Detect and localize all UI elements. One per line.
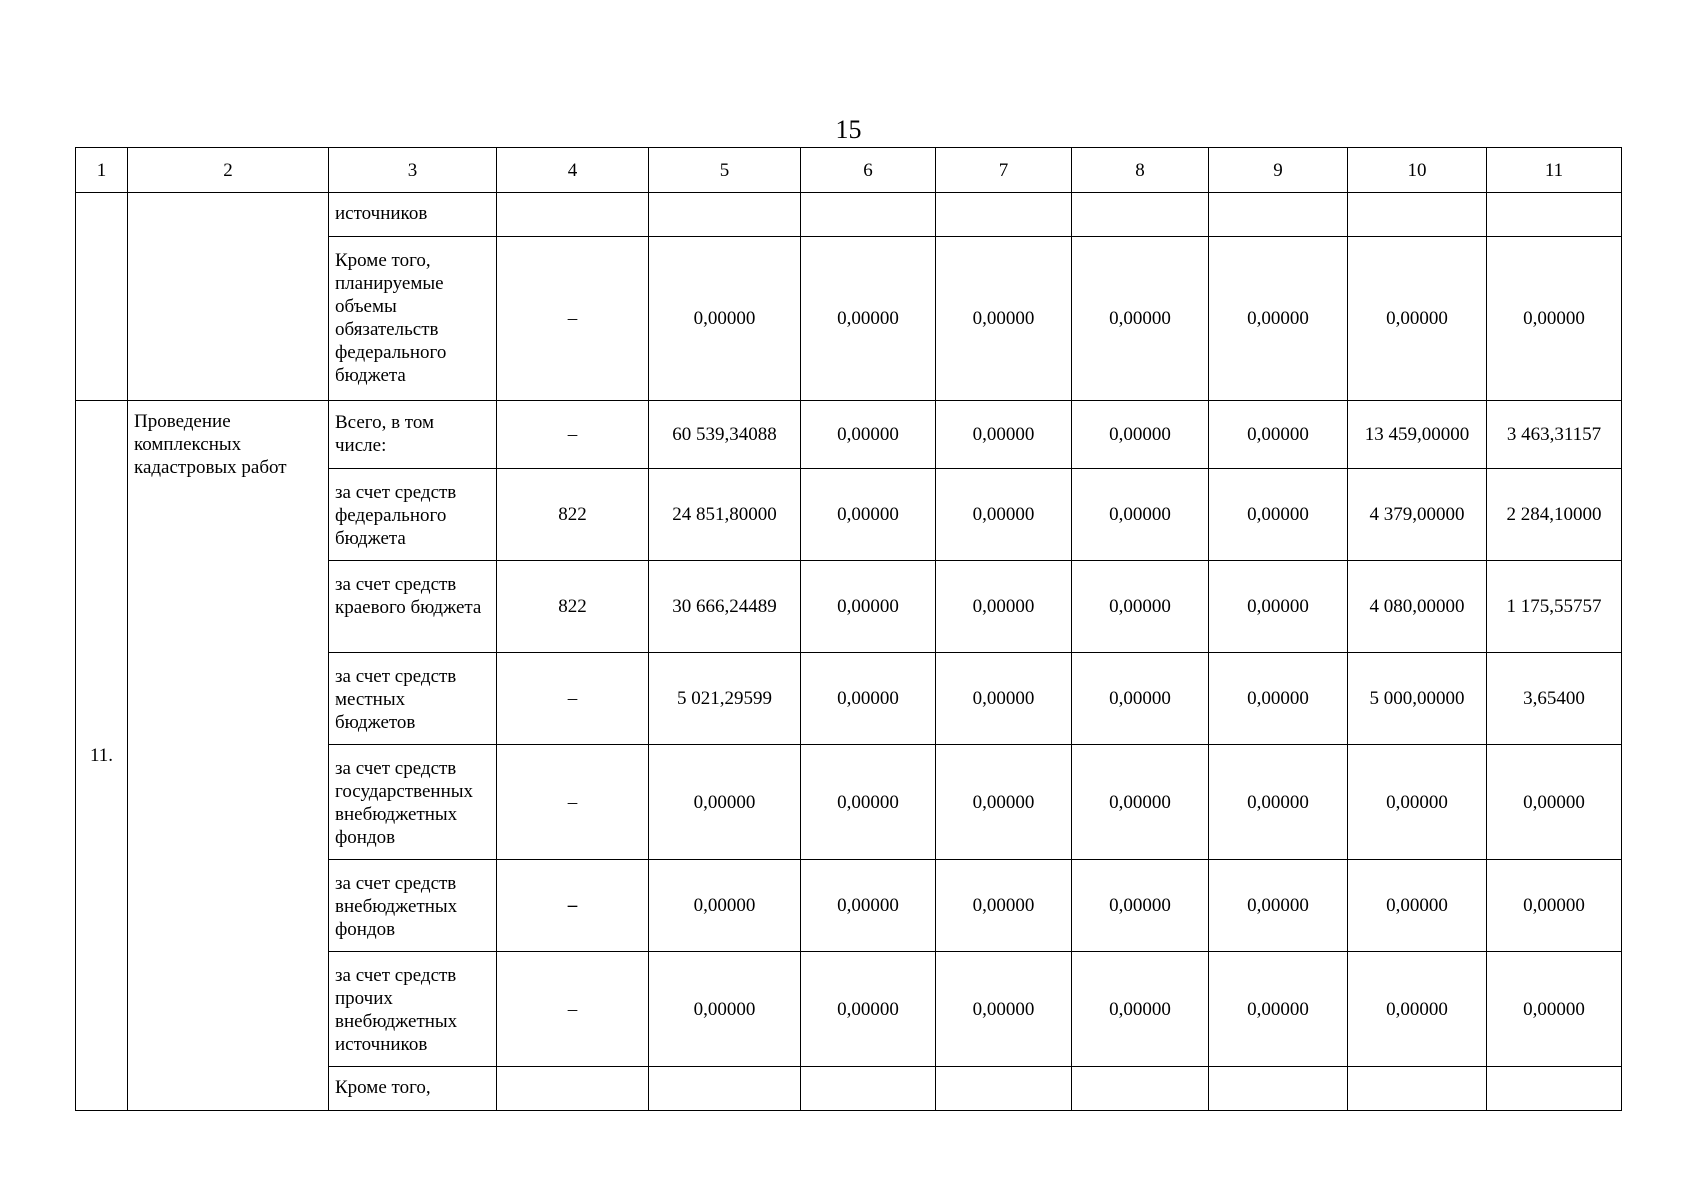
value-cell: 0,00000 (1487, 237, 1622, 401)
value-cell: 3 463,31157 (1487, 401, 1622, 469)
value-cell: 0,00000 (649, 952, 801, 1067)
value-cell: 0,00000 (1072, 952, 1209, 1067)
value-cell: 60 539,34088 (649, 401, 801, 469)
code-cell: 822 (497, 561, 649, 653)
value-cell: 0,00000 (1209, 237, 1348, 401)
value-cell: 0,00000 (1487, 860, 1622, 952)
value-cell (649, 193, 801, 237)
source-label: за счет средств краевого бюджета (329, 561, 497, 653)
value-cell: 0,00000 (801, 745, 936, 860)
header-cell: 7 (936, 148, 1072, 193)
source-label: за счет средств государственных внебюджетных фондов (329, 745, 497, 860)
header-cell: 5 (649, 148, 801, 193)
value-cell: 13 459,00000 (1348, 401, 1487, 469)
value-cell: 0,00000 (936, 653, 1072, 745)
value-cell (936, 1067, 1072, 1111)
header-cell: 1 (76, 148, 128, 193)
budget-table (75, 147, 1622, 1111)
item-name: Проведение комплексных кадастровых работ (128, 401, 329, 1111)
code-cell (497, 1067, 649, 1111)
value-cell: 0,00000 (936, 745, 1072, 860)
value-cell: 4 080,00000 (1348, 561, 1487, 653)
value-cell: 4 379,00000 (1348, 469, 1487, 561)
value-cell: 0,00000 (801, 860, 936, 952)
value-cell (1209, 193, 1348, 237)
value-cell (801, 1067, 936, 1111)
value-cell: 0,00000 (1072, 561, 1209, 653)
source-label: за счет средств прочих внебюджетных источников (329, 952, 497, 1067)
value-cell: 0,00000 (936, 952, 1072, 1067)
value-cell: 0,00000 (1072, 401, 1209, 469)
value-cell: 0,00000 (1487, 745, 1622, 860)
value-cell: 0,00000 (1072, 469, 1209, 561)
header-cell: 11 (1487, 148, 1622, 193)
code-cell: – (497, 745, 649, 860)
value-cell: 0,00000 (1348, 745, 1487, 860)
value-cell: 0,00000 (801, 401, 936, 469)
value-cell: 0,00000 (936, 860, 1072, 952)
code-cell (497, 193, 649, 237)
value-cell: 0,00000 (1072, 237, 1209, 401)
value-cell: 0,00000 (1348, 952, 1487, 1067)
value-cell (1209, 1067, 1348, 1111)
source-label: за счет средств внебюджетных фондов (329, 860, 497, 952)
value-cell: 0,00000 (936, 401, 1072, 469)
value-cell: 0,00000 (801, 237, 936, 401)
code-cell: 822 (497, 469, 649, 561)
value-cell: 5 021,29599 (649, 653, 801, 745)
value-cell (1348, 193, 1487, 237)
value-cell: 0,00000 (1209, 745, 1348, 860)
value-cell: 0,00000 (801, 653, 936, 745)
value-cell: 0,00000 (1209, 952, 1348, 1067)
value-cell: 1 175,55757 (1487, 561, 1622, 653)
value-cell: 2 284,10000 (1487, 469, 1622, 561)
value-cell (1072, 193, 1209, 237)
value-cell: 0,00000 (936, 469, 1072, 561)
value-cell: 0,00000 (1209, 561, 1348, 653)
value-cell: 0,00000 (1209, 469, 1348, 561)
header-cell: 10 (1348, 148, 1487, 193)
value-cell: 0,00000 (936, 237, 1072, 401)
value-cell: 0,00000 (1072, 860, 1209, 952)
value-cell: 24 851,80000 (649, 469, 801, 561)
item-number: 11. (76, 401, 128, 1111)
value-cell: 0,00000 (649, 860, 801, 952)
header-row (76, 148, 1622, 193)
source-label: Кроме того, планируемые объемы обязательств федерального бюджета (329, 237, 497, 401)
value-cell (801, 193, 936, 237)
code-cell: – (497, 653, 649, 745)
header-cell: 4 (497, 148, 649, 193)
value-cell: 0,00000 (649, 237, 801, 401)
header-cell: 9 (1209, 148, 1348, 193)
table-row (76, 401, 1622, 469)
header-cell: 3 (329, 148, 497, 193)
value-cell: 3,65400 (1487, 653, 1622, 745)
code-cell: – (497, 952, 649, 1067)
source-label: Кроме того, (329, 1067, 497, 1111)
code-cell: – (497, 401, 649, 469)
value-cell (1487, 193, 1622, 237)
header-cell: 2 (128, 148, 329, 193)
table-row (76, 193, 1622, 237)
value-cell: 0,00000 (1348, 860, 1487, 952)
value-cell: 0,00000 (936, 561, 1072, 653)
value-cell (936, 193, 1072, 237)
value-cell: 0,00000 (801, 561, 936, 653)
code-cell: – (497, 237, 649, 401)
source-label: Всего, в том числе: (329, 401, 497, 469)
value-cell (1072, 1067, 1209, 1111)
value-cell: 0,00000 (1209, 401, 1348, 469)
value-cell: 0,00000 (1072, 653, 1209, 745)
value-cell: 30 666,24489 (649, 561, 801, 653)
source-label: за счет средств местных бюджетов (329, 653, 497, 745)
code-cell: – (497, 860, 649, 952)
value-cell (1487, 1067, 1622, 1111)
header-cell: 6 (801, 148, 936, 193)
header-cell: 8 (1072, 148, 1209, 193)
value-cell: 0,00000 (1072, 745, 1209, 860)
value-cell (649, 1067, 801, 1111)
value-cell: 5 000,00000 (1348, 653, 1487, 745)
value-cell: 0,00000 (1209, 653, 1348, 745)
source-label: источников (329, 193, 497, 237)
value-cell: 0,00000 (801, 952, 936, 1067)
value-cell: 0,00000 (1209, 860, 1348, 952)
page-number: 15 (835, 115, 862, 144)
value-cell (1348, 1067, 1487, 1111)
value-cell: 0,00000 (1348, 237, 1487, 401)
number-cell (76, 193, 128, 401)
source-label: за счет средств федерального бюджета (329, 469, 497, 561)
value-cell: 0,00000 (801, 469, 936, 561)
value-cell: 0,00000 (1487, 952, 1622, 1067)
name-cell (128, 193, 329, 401)
value-cell: 0,00000 (649, 745, 801, 860)
